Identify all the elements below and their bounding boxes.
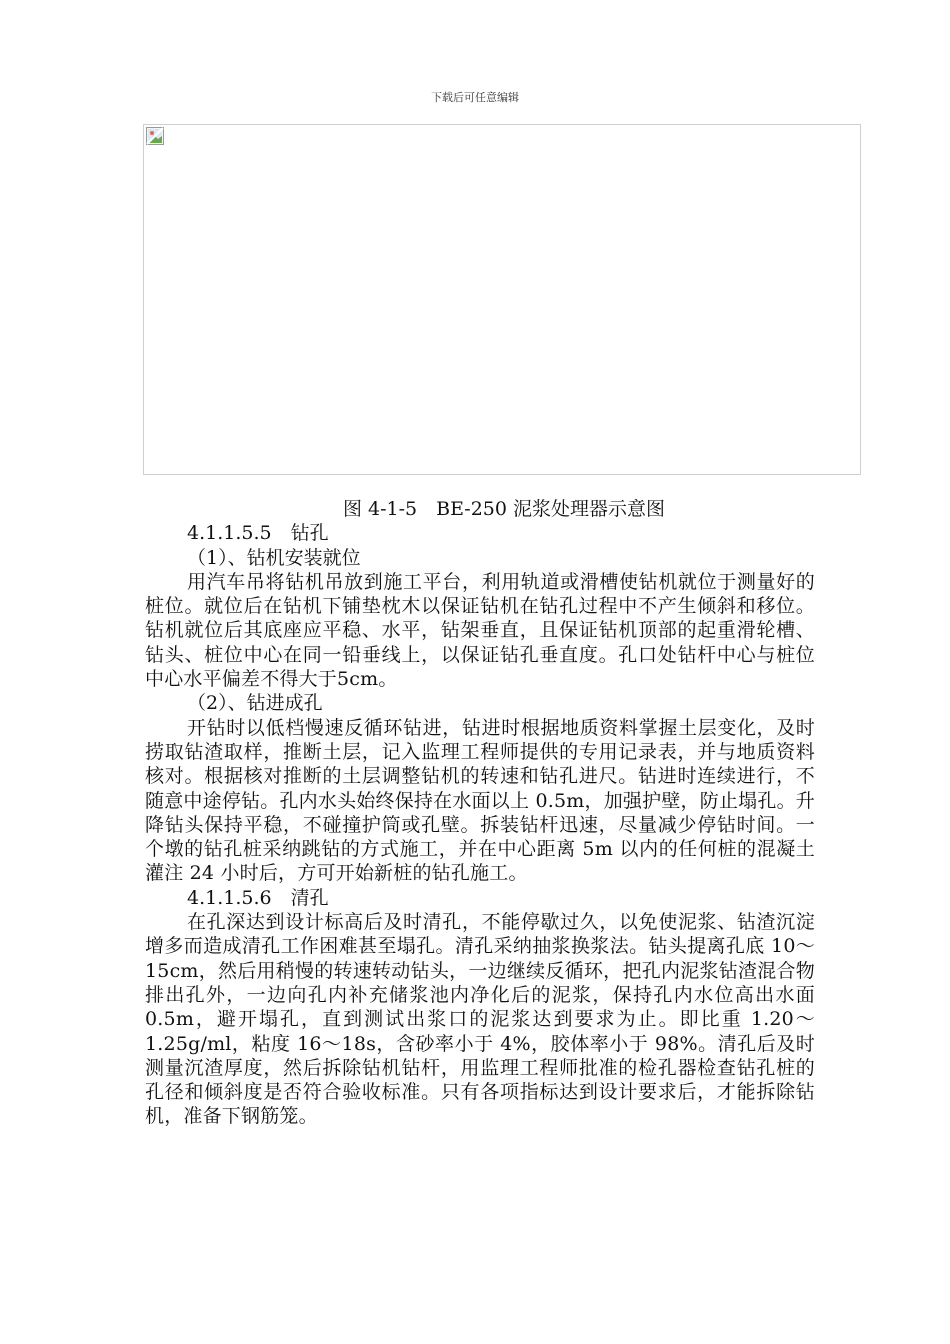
- subheading-rig-setup: （1）、钻机安装就位: [187, 546, 361, 569]
- paragraph-rig-setup: 用汽车吊将钻机吊放到施工平台，利用轨道或滑槽使钻机就位于测量好的桩位。就位后在钻机下铺垫枕木以保证钻机在钻孔过程中不产生倾斜和移位。钻机就位后其底座应平稳、水平，钻架垂直，且保证钻机顶部的起重滑轮槽、钻头、桩位中心在同一铅垂线上，以保证钻孔垂直度。孔口处钻杆中心与桩位中心水平偏差不得大于5cm。: [145, 570, 815, 691]
- document-body: [145, 497, 815, 1129]
- paragraph-hole-cleaning: 在孔深达到设计标高后及时清孔，不能停歇过久，以免使泥浆、钻渣沉淀增多而造成清孔工作困难甚至塌孔。清孔采纳抽浆换浆法。钻头提离孔底 10～15cm，然后用稍慢的转速转动钻头，一边继续反循环，把孔内泥浆钻渣混合物排出孔外，一边向孔内补充储浆池内净化后的泥浆，保持孔内水位高出水面 0.5m，避开塌孔，直到测试出浆口的泥浆达到要求为止。即比重 1.20～1.25g/ml，粘度 16～18s，含砂率小于 4%，胶体率小于 98%。清孔后及时测量沉渣厚度，然后拆除钻机钻杆，用监理工程师批准的检孔器检查钻孔桩的孔径和倾斜度是否符合验收标准。只有各项指标达到设计要求后，才能拆除钻机，准备下钢筋笼。: [145, 911, 815, 1128]
- page-header: 下载后可任意编辑: [431, 91, 519, 104]
- figure-caption: 图 4-1-5 BE-250 泥浆处理器示意图: [342, 498, 666, 520]
- paragraph-boring: 开钻时以低档慢速反循环钻进，钻进时根据地质资料掌握土层变化，及时捞取钻渣取样，推断土层，记入监理工程师提供的专用记录表，并与地质资料核对。根据核对推断的土层调整钻机的转速和钻孔进尺。钻进时连续进行，不随意中途停钻。孔内水头始终保持在水面以上 0.5m，加强护壁，防止塌孔。升降钻头保持平稳，不碰撞护筒或孔壁。拆装钻杆迅速，尽量减少停钻时间。一个墩的钻孔桩采纳跳钻的方式施工，并在中心距离 5m 以内的任何桩的混凝土灌注 24 小时后，方可开始新桩的钻孔施工。: [145, 716, 815, 885]
- figure-image-placeholder: [143, 124, 861, 475]
- broken-image-icon: [146, 127, 164, 145]
- section-heading-drilling: 4.1.1.5.5 钻孔: [187, 522, 329, 545]
- section-heading-hole-cleaning: 4.1.1.5.6 清孔: [187, 886, 329, 909]
- subheading-boring: （2）、钻进成孔: [187, 692, 323, 715]
